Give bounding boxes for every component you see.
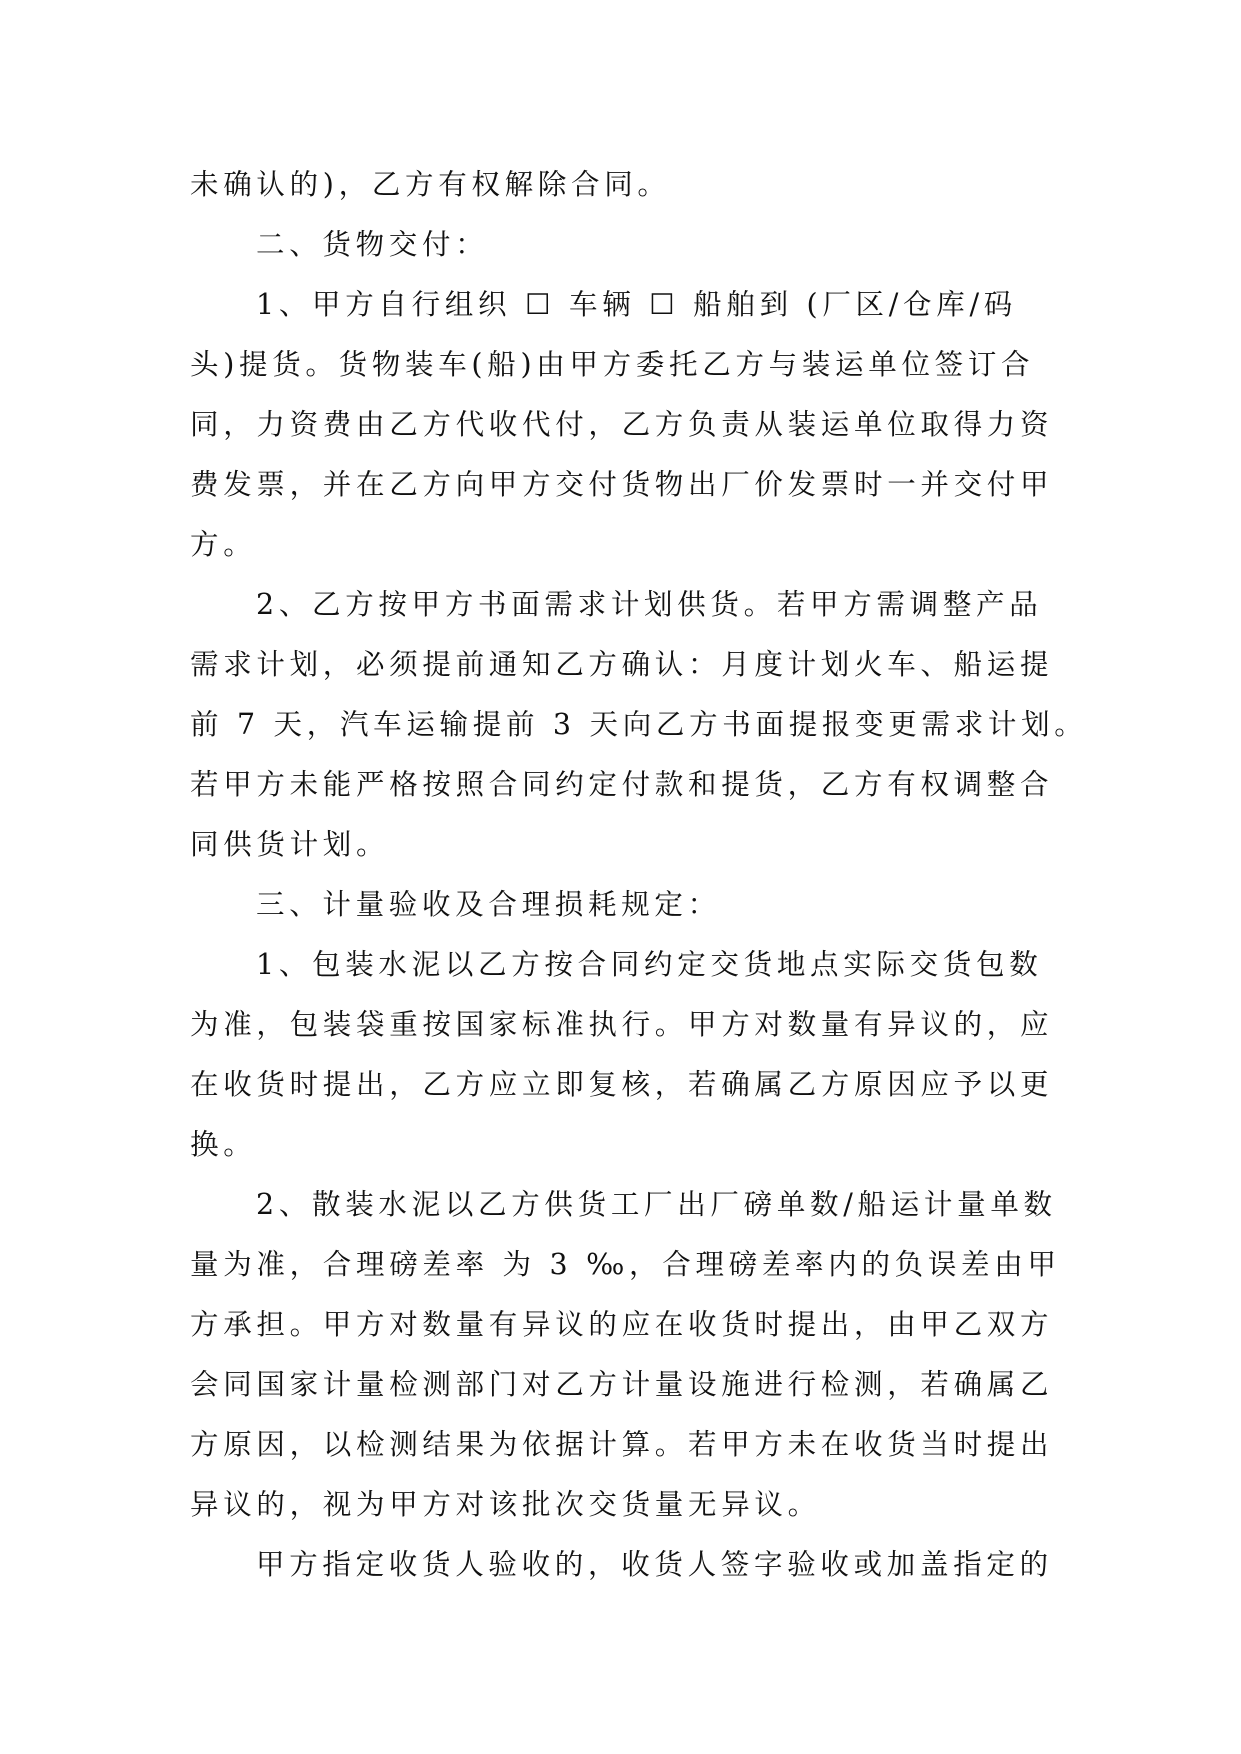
text-line: 费发票，并在乙方向甲方交付货物出厂价发票时一并交付甲 (190, 468, 1054, 501)
text-line: 2、乙方按甲方书面需求计划供货。若甲方需调整产品 (256, 588, 1043, 621)
text-line: 同供货计划。 (190, 828, 390, 861)
text-line: 1、包装水泥以乙方按合同约定交货地点实际交货包数 (256, 948, 1043, 981)
text-line: 在收货时提出，乙方应立即复核，若确属乙方原因应予以更 (190, 1068, 1054, 1101)
text-line: 方原因，以检测结果为依据计算。若甲方未在收货当时提出 (190, 1428, 1054, 1461)
text-line: 会同国家计量检测部门对乙方计量设施进行检测，若确属乙 (190, 1368, 1054, 1401)
text-line: 换。 (190, 1128, 257, 1161)
text-line: 为准，包装袋重按国家标准执行。甲方对数量有异议的，应 (190, 1008, 1054, 1041)
text-line: 头)提货。货物装车(船)由甲方委托乙方与装运单位签订合 (190, 348, 1035, 381)
document-body (190, 155, 1088, 1595)
text-line: 方承担。甲方对数量有异议的应在收货时提出，由甲乙双方 (190, 1308, 1054, 1341)
text-line: 2、散装水泥以乙方供货工厂出厂磅单数/船运计量单数 (256, 1188, 1057, 1221)
text-line: 同，力资费由乙方代收代付，乙方负责从装运单位取得力资 (190, 408, 1054, 441)
text-line: 前 7 天，汽车运输提前 3 天向乙方书面提报变更需求计划。 (190, 708, 1088, 741)
text-line: 异议的，视为甲方对该批次交货量无异议。 (190, 1488, 821, 1521)
text-line: 需求计划，必须提前通知乙方确认：月度计划火车、船运提 (190, 648, 1054, 681)
text-line: 若甲方未能严格按照合同约定付款和提货，乙方有权调整合 (190, 768, 1054, 801)
text-line: 二、货物交付： (256, 228, 489, 261)
text-line: 1、甲方自行组织 ☐ 车辆 ☐ 船舶到 (厂区/仓库/码 (256, 288, 1017, 321)
text-line: 未确认的)，乙方有权解除合同。 (190, 168, 671, 201)
text-line: 量为准，合理磅差率 为 3 ‰，合理磅差率内的负误差由甲 (190, 1248, 1061, 1281)
text-line: 甲方指定收货人验收的，收货人签字验收或加盖指定的 (256, 1548, 1053, 1581)
text-line: 三、计量验收及合理损耗规定： (256, 888, 721, 921)
text-line: 方。 (190, 528, 257, 561)
